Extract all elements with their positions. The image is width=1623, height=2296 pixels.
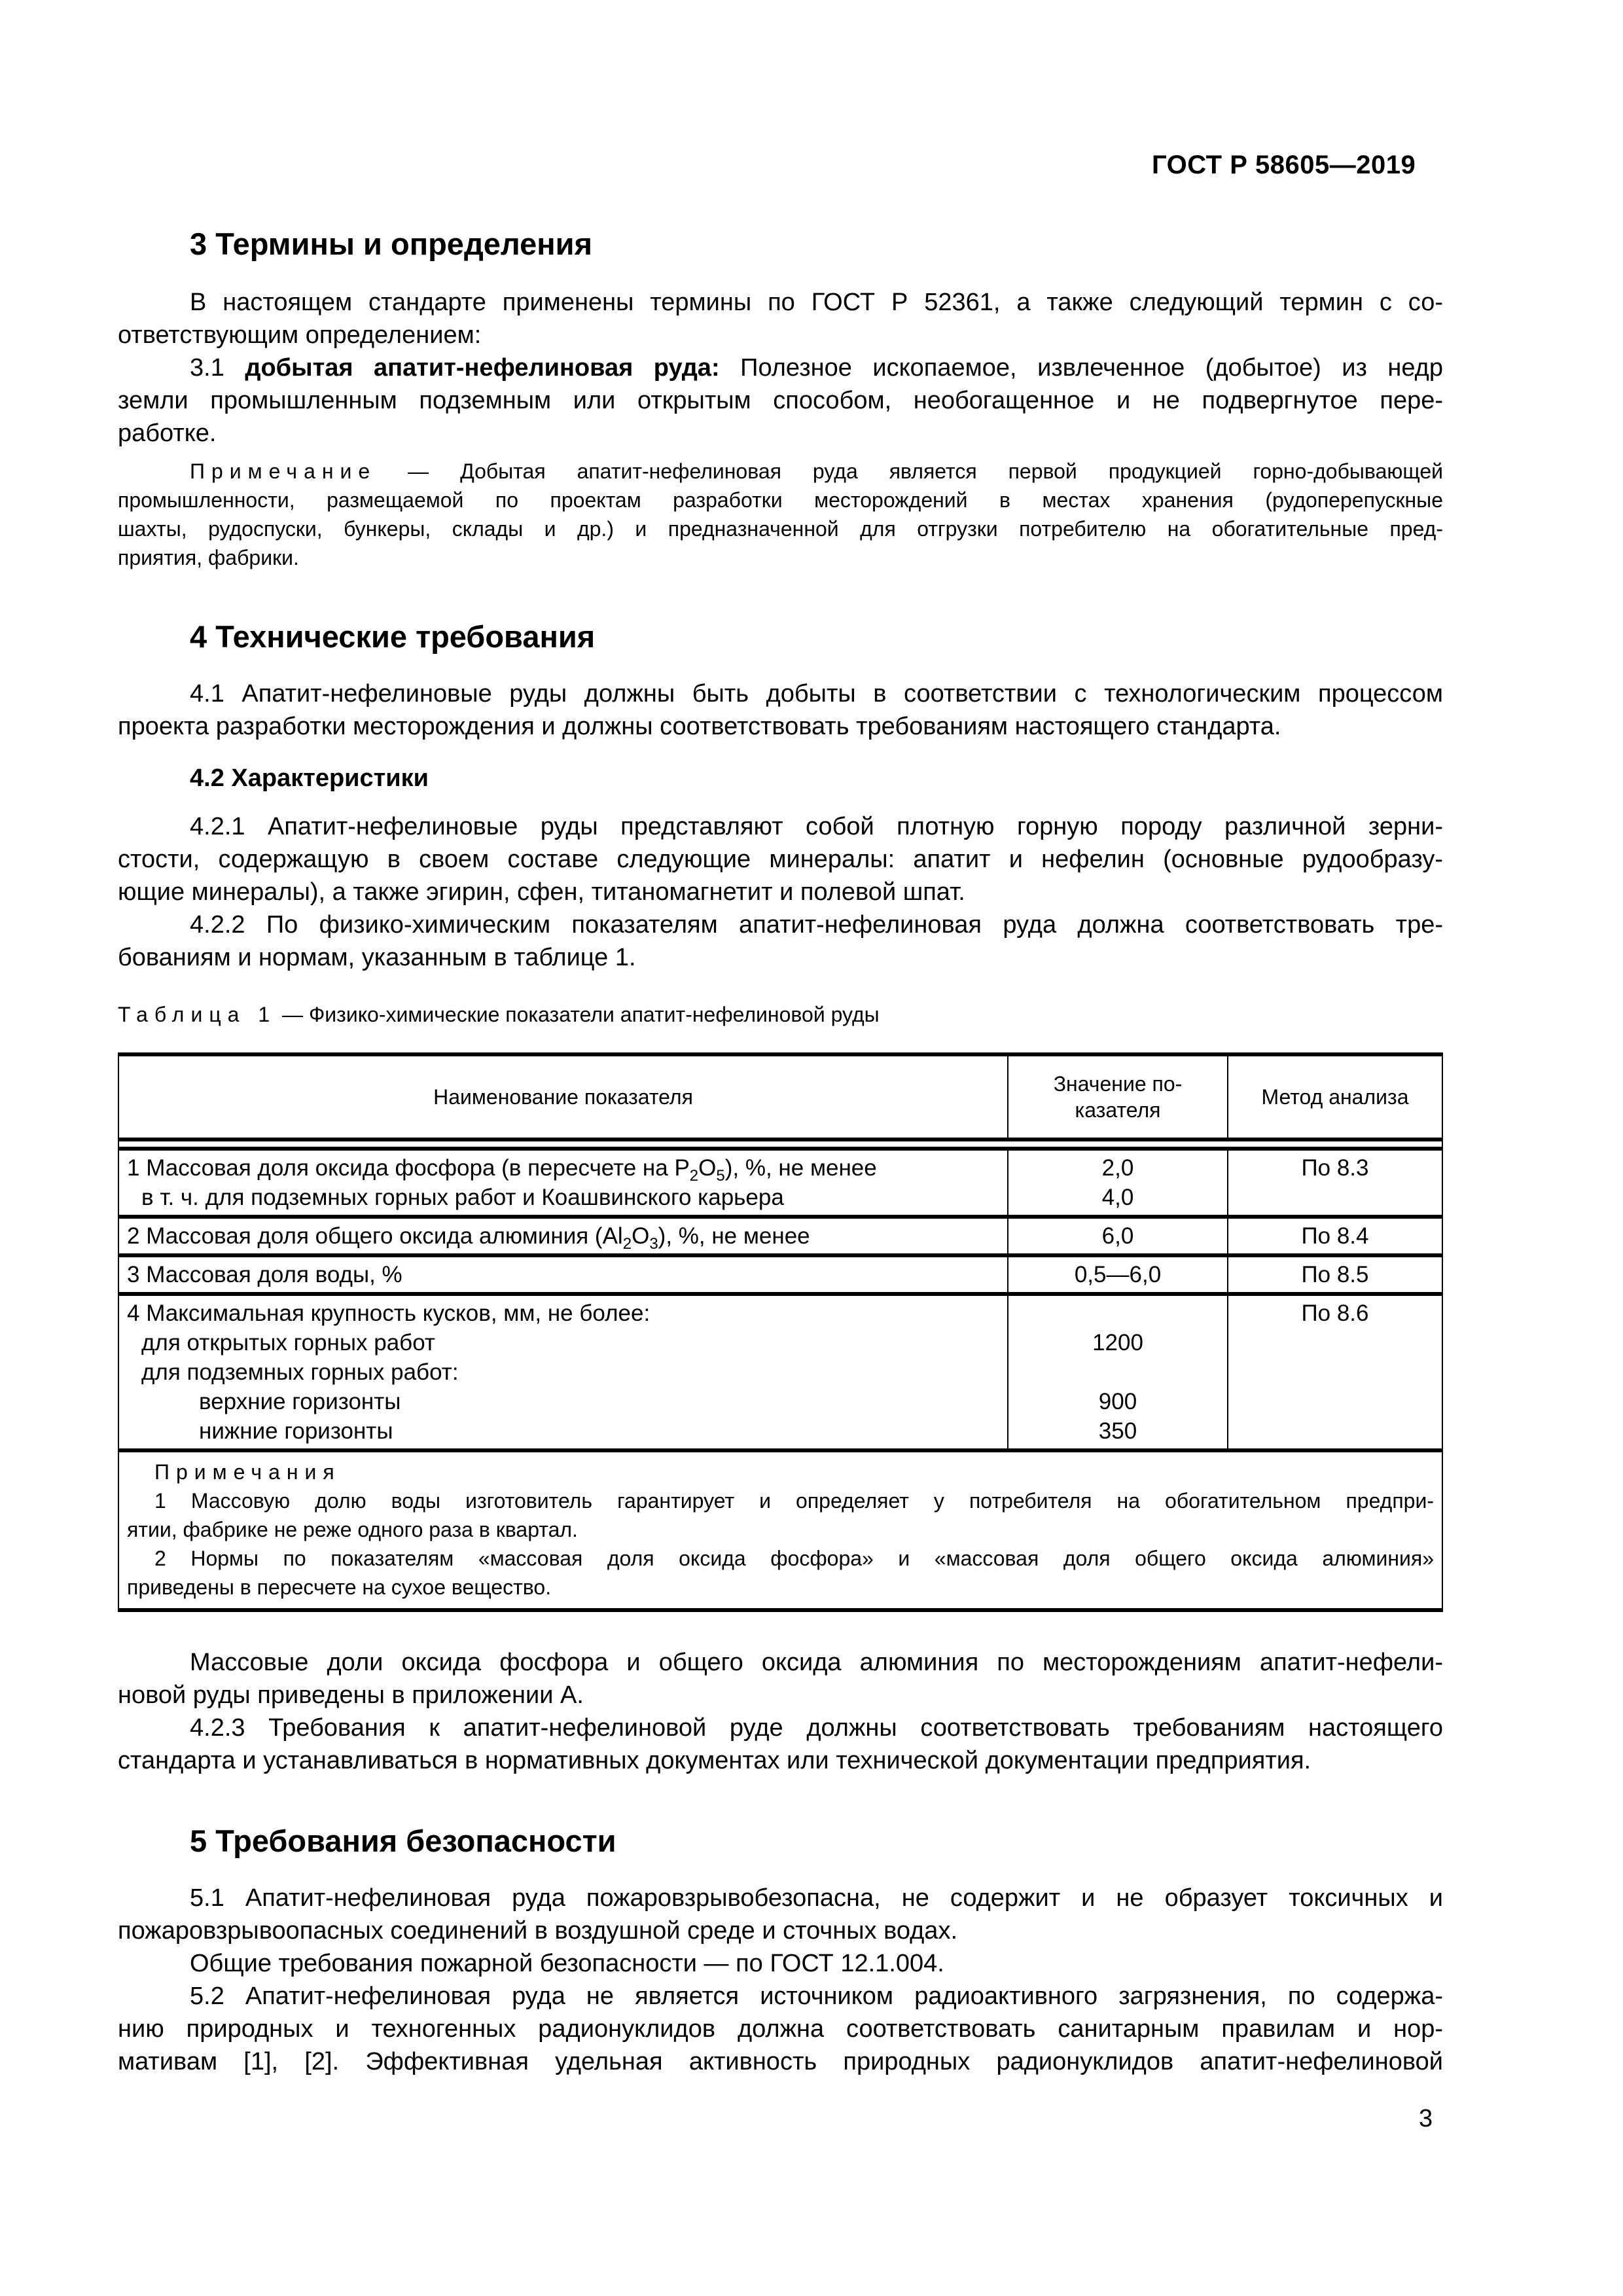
note-item: 2 Нормы по показателям «массовая доля оксида фосфора» и «массовая доля общего оксида алюминия» <box>154 1547 1434 1570</box>
indicator-name: 3 Массовая доля воды, % <box>118 1255 1008 1294</box>
table-notes-row <box>118 1450 1442 1610</box>
text-line: земли промышленным подземным или открытым способом, необогащенное и не подвергнутое пере- <box>118 387 1443 414</box>
indicator-value: 0,5—6,0 <box>1008 1255 1228 1294</box>
note-item: 1 Массовую долю воды изготовитель гарантирует и определяет у потребителя на обогатительном предпри- <box>154 1489 1434 1513</box>
text-line: Массовые доли оксида фосфора и общего оксида алюминия по месторождениям апатит-нефели- <box>190 1649 1443 1676</box>
paragraph-4-2-3 <box>118 1712 1443 1777</box>
section-4-title: 4 Технические требования <box>190 619 596 654</box>
analysis-method: По 8.6 <box>1228 1294 1442 1450</box>
text-line: стости, содержащую в своем составе следующие минералы: апатит и нефелин (основные рудообразу- <box>118 846 1443 873</box>
paragraph-after-table <box>118 1646 1443 1712</box>
note-item: приведены в пересчете на сухое вещество. <box>127 1575 552 1599</box>
text-line: мативам [1], [2]. Эффективная удельная активность природных радионуклидов апатит-нефелиновой <box>118 2048 1443 2075</box>
header-separator <box>118 1139 1442 1149</box>
text-line: промышленности, размещаемой по проектам разработки месторождений в местах хранения (рудоперепускные <box>118 488 1443 512</box>
table-header-row <box>118 1054 1442 1139</box>
text-line: стандарта и устанавливаться в нормативных документах или технической документации предприятия. <box>118 1747 1311 1774</box>
table-row <box>118 1255 1442 1294</box>
text-line: 4.2.1 Апатит-нефелиновые руды представляют собой плотную горную породу различной зерни- <box>190 813 1443 840</box>
text-line: шахты, рудоспуски, бункеры, склады и др.) и предназначенной для отгрузки потребителю на обогатительные пред- <box>118 517 1443 541</box>
text-line: Примечание — Добытая апатит-нефелиновая руда является первой продукцией горно-добывающей <box>190 459 1444 483</box>
text-line: 4.1 Апатит-нефелиновые руды должны быть добыты в соответствии с технологическим процессом <box>190 680 1443 708</box>
text-line: пожаровзрывоопасных соединений в воздушной среде и сточных водах. <box>118 1917 958 1945</box>
subsection-4-2-title: 4.2 Характеристики <box>190 764 429 792</box>
table-row <box>118 1149 1442 1217</box>
paragraph-4-1 <box>118 677 1443 743</box>
text-line: В настоящем стандарте применены термины по ГОСТ Р 52361, а также следующий термин с со- <box>190 289 1443 316</box>
header-indicator-value: Значение по- казателя <box>1008 1054 1228 1139</box>
text-line: Общие требования пожарной безопасности — по ГОСТ 12.1.004. <box>190 1950 944 1977</box>
indicator-name: 1 Массовая доля оксида фосфора (в пересчете на $P_2O_5$), %, не менее в т. ч. для подземных горных работ и Коашвинского карьера <box>118 1149 1008 1217</box>
text-line <box>118 351 1443 384</box>
indicator-value: 6,0 <box>1008 1217 1228 1255</box>
paragraph-4-2-1 <box>118 810 1443 908</box>
text-line: бованиям и нормам, указанным в таблице 1. <box>118 944 636 971</box>
note-label: Примечание <box>190 459 377 483</box>
text-line: нию природных и техногенных радионуклидов должна соответствовать санитарным правилам и нор- <box>118 2015 1443 2043</box>
text-line: работке. <box>118 420 217 447</box>
term-definition-3-1 <box>118 351 1443 450</box>
table-caption <box>118 1003 880 1027</box>
text-line: 5.2 Апатит-нефелиновая руда не является источником радиоактивного загрязнения, по содержа- <box>190 1982 1443 2010</box>
text-line: приятия, фабрики. <box>118 546 299 569</box>
paragraph-5-2 <box>118 1980 1443 2078</box>
text-line: проекта разработки месторождения и должны соответствовать требованиям настоящего стандарта. <box>118 713 1281 740</box>
indicator-name: 2 Массовая доля общего оксида алюминия $(Al_2O_3)$, %, не менее <box>118 1217 1008 1255</box>
document-code-header: ГОСТ Р 58605—2019 <box>1152 151 1416 179</box>
section-3-intro <box>118 286 1443 351</box>
table-label: Таблица 1 <box>118 1003 277 1026</box>
table-notes <box>118 1450 1442 1610</box>
text-line: 4.2.2 По физико-химическим показателям апатит-нефелиновая руда должна соответствовать тре- <box>190 911 1443 939</box>
page-number: 3 <box>1419 2105 1433 2132</box>
table-title: — Физико-химические показатели апатит-нефелиновой руды <box>282 1003 880 1026</box>
text-line: 5.1 Апатит-нефелиновая руда пожаровзрывобезопасна, не содержит и не образует токсичных и <box>190 1884 1443 1912</box>
table-row <box>118 1217 1442 1255</box>
text-line: ответствующим определением: <box>118 321 482 349</box>
section-5-title: 5 Требования безопасности <box>190 1823 616 1858</box>
paragraph-4-2-2 <box>118 908 1443 974</box>
term-number: 3.1 <box>190 354 224 382</box>
indicator-value: 2,0 4,0 <box>1008 1149 1228 1217</box>
term-definition: Полезное ископаемое, извлеченное (добытое) из недр <box>740 354 1443 382</box>
paragraph-5-1 <box>118 1882 1443 1947</box>
note-item: ятии, фабрике не реже одного раза в квартал. <box>127 1518 578 1541</box>
header-indicator-name: Наименование показателя <box>118 1054 1008 1139</box>
table-row <box>118 1294 1442 1450</box>
term-name: добытая апатит-нефелиновая руда: <box>245 354 720 382</box>
fire-safety-line <box>118 1947 1443 1980</box>
header-analysis-method: Метод анализа <box>1228 1054 1442 1139</box>
indicator-name: 4 Максимальная крупность кусков, мм, не более: для открытых горных работ для подземных горных работ: верхние горизонты нижние горизонты <box>118 1294 1008 1450</box>
section-3-title: 3 Термины и определения <box>190 226 592 261</box>
notes-label: Примечания <box>154 1460 341 1484</box>
text-line: новой руды приведены в приложении А. <box>118 1681 584 1709</box>
analysis-method: По 8.4 <box>1228 1217 1442 1255</box>
analysis-method: По 8.5 <box>1228 1255 1442 1294</box>
analysis-method: По 8.3 <box>1228 1149 1442 1217</box>
text-line: 4.2.3 Требования к апатит-нефелиновой руде должны соответствовать требованиям настоящего <box>190 1714 1443 1742</box>
physicochemical-table <box>118 1052 1443 1612</box>
term-note <box>118 457 1443 572</box>
indicator-value: 1200 900 350 <box>1008 1294 1228 1450</box>
text-line: ющие минералы), а также эгирин, сфен, титаномагнетит и полевой шпат. <box>118 878 965 906</box>
